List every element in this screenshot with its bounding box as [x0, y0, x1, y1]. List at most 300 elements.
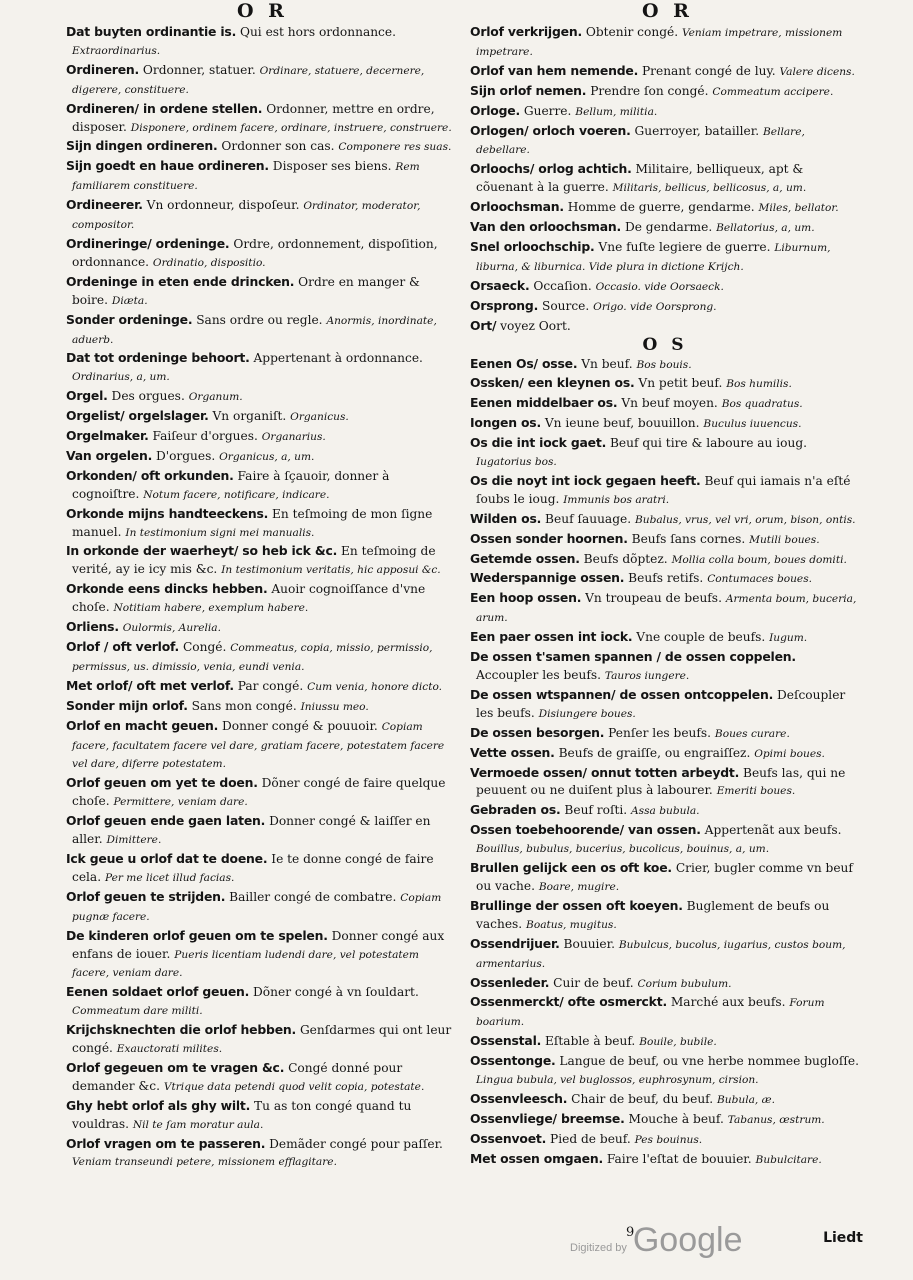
- french-gloss: Guerre.: [523, 103, 572, 118]
- latin-gloss: Lingua bubula, vel buglossos, euphrosynum, cirsion.: [476, 1074, 759, 1087]
- dictionary-entry: [470, 744, 860, 764]
- latin-gloss: Disponere, ordinem facere, ordinare, instruere, construere.: [130, 121, 452, 134]
- dictionary-entry: [470, 510, 860, 530]
- french-gloss: Ordonner, statuer.: [142, 62, 256, 77]
- dictionary-entry: [470, 82, 860, 102]
- latin-gloss: Armenta boum, buceria, arum.: [476, 593, 857, 625]
- french-gloss: Faiſeur d'orgues.: [152, 429, 258, 444]
- latin-gloss: Cum venia, honore dicto.: [307, 680, 443, 693]
- dictionary-entry: [66, 23, 456, 61]
- latin-gloss: Ordinare, statuere, decernere, digerere, constituere.: [72, 64, 425, 96]
- latin-gloss: Iugatorius bos.: [476, 456, 557, 469]
- headword: Dat buyten ordinantie is.: [66, 24, 237, 39]
- headword: Ossenvleesch.: [470, 1090, 568, 1106]
- latin-gloss: Bos humilis.: [726, 378, 792, 391]
- french-gloss: Vne couple de beufs.: [636, 630, 766, 645]
- french-gloss: Beuf qui tire & laboure au ioug.: [609, 436, 808, 451]
- latin-gloss: Disiungere boues.: [538, 707, 636, 720]
- latin-gloss: Bubula, æ.: [717, 1093, 775, 1106]
- headword: Orloochs/ orlog achtich.: [470, 161, 632, 177]
- headword: Orsaeck.: [470, 277, 530, 293]
- latin-gloss: Occasio. vide Oorsaeck.: [595, 280, 724, 293]
- french-gloss: Marché aux beufs.: [670, 995, 786, 1010]
- french-gloss: Ie te donne congé de faire cela.: [72, 851, 434, 884]
- dictionary-entry: [470, 238, 860, 277]
- latin-gloss: Boatus, mugitus.: [526, 918, 617, 931]
- french-gloss: Beufs de graiſſe, ou engraiſſez.: [558, 745, 751, 760]
- french-gloss: Sans mon congé.: [191, 698, 297, 713]
- french-gloss: Donner congé & pouuoir.: [222, 718, 378, 733]
- dictionary-entry: [66, 580, 456, 618]
- headword: Orlof verkrijgen.: [470, 24, 582, 39]
- french-gloss: Ordre, ordonnement, dispoſition, ordonnance.: [72, 236, 438, 269]
- headword: Ossenleder.: [470, 974, 550, 990]
- headword: Orlof vragen om te passeren.: [66, 1135, 266, 1151]
- dictionary-entry: [470, 374, 860, 394]
- headword: Orsprong.: [470, 297, 539, 313]
- french-gloss: Buglement de beufs ou vaches.: [476, 898, 830, 931]
- headword: Sijn goedt en haue ordineren.: [66, 158, 269, 174]
- latin-gloss: Corium bubulum.: [637, 977, 732, 990]
- latin-gloss: Contumaces boues.: [707, 573, 812, 586]
- headword: Ordineren/ in ordene stellen.: [66, 100, 263, 116]
- french-gloss: Congé donné pour demander &c.: [72, 1060, 403, 1093]
- headword: Eenen soldaet orlof geuen.: [66, 984, 250, 1000]
- french-gloss: Ordonner, mettre en ordre, disposer.: [72, 101, 435, 134]
- french-gloss: Bouuier.: [563, 936, 616, 951]
- google-logo: Google: [632, 1221, 743, 1259]
- latin-gloss: Dimittere.: [106, 834, 162, 847]
- french-gloss: Accoupler les beufs.: [476, 668, 601, 682]
- french-gloss: Occaſion.: [533, 278, 592, 293]
- dictionary-entry: [470, 628, 860, 648]
- headword: Ort/: [470, 317, 497, 333]
- headword: Vermoede ossen/ onnut totten arbeydt.: [470, 764, 740, 780]
- headword: Orlof geuen ende gaen laten.: [66, 813, 266, 829]
- french-gloss: Disposer ses biens.: [272, 159, 392, 174]
- french-gloss: Ordonner son cas.: [221, 139, 335, 154]
- dictionary-entry: [470, 530, 860, 550]
- latin-gloss: Assa bubula.: [631, 805, 700, 818]
- dictionary-entry: [470, 859, 860, 897]
- dictionary-entry: [66, 618, 456, 638]
- french-gloss: Vn ieune beuf, bouuillon.: [544, 416, 700, 431]
- headword: Orlof en macht geuen.: [66, 717, 219, 733]
- headword: Eenen Os/ osse.: [470, 355, 578, 371]
- dictionary-entry: [470, 821, 860, 859]
- headword: Vette ossen.: [470, 744, 555, 760]
- french-gloss: Deſcoupler les beufs.: [476, 687, 846, 720]
- dictionary-entry: [66, 812, 456, 850]
- headword: Orloge.: [470, 102, 520, 118]
- french-gloss: Mouche à beuf.: [628, 1111, 724, 1126]
- headword: Orlof van hem nemende.: [470, 62, 639, 78]
- dictionary-entry: [470, 102, 860, 122]
- latin-gloss: Boues curare.: [714, 727, 790, 740]
- dictionary-entry: [66, 638, 456, 677]
- headword: Ossenvoet.: [470, 1130, 547, 1146]
- french-gloss: Tu as ton congé quand tu vouldras.: [72, 1098, 412, 1131]
- french-gloss: voyez Oort.: [500, 318, 571, 333]
- dictionary-entry: [470, 355, 860, 375]
- french-gloss: Militaire, belliqueux, apt & cõuenant à la guerre.: [476, 162, 804, 195]
- dictionary-entry: [66, 850, 456, 888]
- dictionary-entry: [66, 888, 456, 927]
- dictionary-entry: [470, 122, 860, 161]
- headword: Snel orloochschip.: [470, 238, 595, 254]
- latin-gloss: Organum.: [188, 391, 243, 404]
- headword: Sonder mijn orlof.: [66, 697, 188, 713]
- latin-gloss: Oulormis, Aurelia.: [122, 622, 221, 635]
- latin-gloss: Veniam impetrare, missionem impetrare.: [476, 27, 843, 58]
- headword: Ordineerer.: [66, 197, 143, 213]
- dictionary-entry: [470, 218, 860, 238]
- dictionary-entry: [470, 1130, 860, 1150]
- french-gloss: Donner congé & laiſſer en aller.: [72, 814, 431, 847]
- latin-gloss: Immunis bos aratri.: [563, 493, 670, 506]
- dictionary-entry: [470, 686, 860, 724]
- french-gloss: Dõner congé à vn ſouldart.: [253, 985, 419, 1000]
- headword: Orliens.: [66, 619, 119, 635]
- dictionary-entry: [66, 927, 456, 984]
- headword: Gebraden os.: [470, 802, 561, 818]
- dictionary-entry: [66, 235, 456, 273]
- dictionary-entry: [470, 23, 860, 62]
- headword: Ossentonge.: [470, 1053, 556, 1069]
- latin-gloss: Forum boarium.: [476, 997, 825, 1029]
- latin-gloss: Tauros iungere.: [604, 670, 690, 682]
- dictionary-entry: [66, 1059, 456, 1097]
- french-gloss: Demãder congé pour paſſer.: [269, 1136, 443, 1151]
- dictionary-entry: [470, 935, 860, 974]
- dictionary-entry: [66, 677, 456, 697]
- dictionary-entry: [66, 774, 456, 812]
- headword: Orloochsman.: [470, 199, 564, 215]
- headword: Een hoop ossen.: [470, 590, 582, 606]
- latin-gloss: Organarius.: [261, 431, 326, 444]
- dictionary-entry: [470, 589, 860, 628]
- dictionary-entry: [470, 1150, 860, 1170]
- french-gloss: Vn beuf.: [581, 356, 633, 371]
- dictionary-entry: [66, 1097, 456, 1135]
- latin-gloss: Bubulcus, bucolus, iugarius, custos boum, armentarius.: [476, 938, 846, 970]
- headword: Ossken/ een kleynen os.: [470, 375, 635, 391]
- dictionary-entry: [470, 160, 860, 198]
- headword: Een paer ossen int iock.: [470, 629, 633, 645]
- digitized-label: Digitized by: [570, 1242, 627, 1254]
- french-gloss: Source.: [541, 298, 590, 313]
- dictionary-entry: [470, 1032, 860, 1052]
- dictionary-entry: [470, 648, 860, 686]
- headword: In orkonde der waerheyt/ so heb ick &c.: [66, 543, 338, 559]
- latin-gloss: Pes bouinus.: [634, 1133, 703, 1146]
- latin-gloss: Copiam pugnæ facere.: [72, 891, 442, 923]
- headword: Orkonde mijns handteeckens.: [66, 505, 269, 521]
- latin-gloss: Liburnum, liburna, & liburnica. Vide plura in dictione Krijch.: [476, 241, 831, 273]
- latin-gloss: Notum facere, notificare, indicare.: [143, 488, 330, 501]
- french-gloss: Ordre en manger & boire.: [72, 274, 420, 307]
- dictionary-entry: [470, 394, 860, 414]
- dictionary-entry: [470, 198, 860, 218]
- headword: Orgelist/ orgelslager.: [66, 408, 209, 424]
- french-gloss: Genſdarmes qui ont leur congé.: [72, 1023, 452, 1056]
- french-gloss: Donner congé aux enfans de iouer.: [72, 928, 445, 961]
- dictionary-entry: [470, 550, 860, 570]
- french-gloss: Beufs dõptez.: [583, 551, 668, 566]
- headword: De ossen t'samen spannen / de ossen coppelen.: [470, 649, 796, 665]
- french-gloss: Eſtable à beuf.: [545, 1034, 636, 1049]
- dictionary-entry: [66, 447, 456, 467]
- latin-gloss: Bellatorius, a, um.: [716, 222, 815, 235]
- latin-gloss: Boare, mugire.: [538, 880, 620, 893]
- headword: Orkonde eens dincks hebben.: [66, 581, 268, 597]
- dictionary-entry: [470, 724, 860, 744]
- dictionary-entry: [66, 717, 456, 775]
- french-gloss: Beuf ſauuage.: [545, 511, 632, 526]
- french-gloss: Obtenir congé.: [585, 25, 679, 39]
- latin-gloss: Per me licet illud facias.: [104, 871, 235, 884]
- french-gloss: Beuf qui iamais n'a eſté ſoubs le ioug.: [476, 473, 851, 506]
- dictionary-entry: [66, 697, 456, 717]
- latin-gloss: Bellum, militia.: [575, 105, 658, 118]
- latin-gloss: Diæta.: [111, 294, 148, 307]
- latin-gloss: Componere res suas.: [338, 141, 452, 154]
- headword: Brullen gelijck een os oft koe.: [470, 860, 672, 876]
- french-gloss: Beufs retifs.: [628, 571, 704, 586]
- dictionary-entry: [66, 407, 456, 427]
- dictionary-entry: [470, 62, 860, 82]
- dictionary-entry: [470, 897, 860, 935]
- french-gloss: Beufs las, qui ne peuuent ou ne duiſent plus à labourer.: [476, 765, 846, 798]
- latin-gloss: Tabanus, œstrum.: [727, 1113, 825, 1126]
- french-gloss: Auoir cognoiſſance d'vne choſe.: [72, 582, 426, 615]
- catchword: Liedt: [823, 1230, 863, 1246]
- french-gloss: Vne fuſte legiere de guerre.: [598, 239, 771, 254]
- headword: Van orgelen.: [66, 447, 153, 463]
- latin-gloss: Organicus, a, um.: [219, 450, 315, 463]
- dictionary-entry: [66, 983, 456, 1021]
- french-gloss: Appertenant à ordonnance.: [253, 351, 423, 366]
- headword: Os die int iock gaet.: [470, 435, 607, 451]
- headword: Orgel.: [66, 388, 108, 404]
- french-gloss: Penſer les beufs.: [608, 725, 712, 740]
- headword: Brullinge der ossen oft koeyen.: [470, 897, 683, 913]
- headword: Met ossen omgaen.: [470, 1150, 603, 1166]
- latin-gloss: Ordinarius, a, um.: [72, 371, 170, 384]
- french-gloss: Pied de beuf.: [550, 1131, 631, 1146]
- french-gloss: Vn petit beuf.: [638, 376, 723, 391]
- french-gloss: Sans ordre ou regle.: [196, 312, 323, 327]
- dictionary-entry: [66, 427, 456, 447]
- french-gloss: Chair de beuf, du beuf.: [571, 1091, 714, 1106]
- latin-gloss: Iugum.: [769, 632, 808, 645]
- dictionary-entry: [66, 1135, 456, 1173]
- french-gloss: Congé.: [182, 640, 227, 654]
- french-gloss: Bailler congé de combatre.: [229, 889, 397, 904]
- latin-gloss: Emeriti boues.: [716, 785, 796, 798]
- dictionary-entry: [66, 467, 456, 505]
- latin-gloss: Opimi boues.: [754, 747, 825, 760]
- headword: Ick geue u orlof dat te doene.: [66, 850, 268, 866]
- google-watermark: [570, 1221, 743, 1260]
- french-gloss: Faire l'eſtat de bouuier.: [606, 1151, 752, 1166]
- headword: Sijn orlof nemen.: [470, 82, 587, 98]
- french-gloss: Beuf roſti.: [564, 803, 628, 818]
- headword: Krijchsknechten die orlof hebben.: [66, 1022, 297, 1038]
- headword: Dat tot ordeninge behoort.: [66, 350, 250, 366]
- french-gloss: Prenant congé de luy.: [641, 63, 776, 78]
- latin-gloss: Bouillus, bubulus, bucerius, bucolicus, bouinus, a, um.: [476, 843, 770, 856]
- french-gloss: D'orgues.: [155, 448, 216, 463]
- dictionary-entry: [470, 317, 860, 336]
- latin-gloss: Exauctorati milites.: [116, 1043, 223, 1056]
- latin-gloss: Veniam transeundi petere, missionem efflagitare.: [72, 1156, 337, 1169]
- french-gloss: Langue de beuf, ou vne herbe nommee bugloſſe.: [559, 1054, 859, 1069]
- french-gloss: Vn beuf moyen.: [621, 396, 718, 411]
- latin-gloss: Ordinator, moderator, compositor.: [72, 200, 421, 232]
- left-column: [66, 23, 456, 1172]
- right-column: [470, 23, 860, 1170]
- section-heading: O S: [642, 334, 688, 355]
- latin-gloss: Bouile, bubile.: [639, 1036, 717, 1049]
- latin-gloss: Nil te ſam moratur aula.: [132, 1118, 264, 1131]
- dictionary-entry: [470, 764, 860, 802]
- headword: Ossenvliege/ breemse.: [470, 1110, 625, 1126]
- headword: Ossen sonder hoornen.: [470, 530, 628, 546]
- latin-gloss: Extraordinarius.: [72, 44, 161, 57]
- headword: Van den orloochsman.: [470, 219, 622, 235]
- right-running-head: O R: [642, 0, 693, 22]
- french-gloss: Appertenãt aux beufs.: [704, 823, 842, 838]
- french-gloss: Prendre ſon congé.: [590, 83, 709, 98]
- dictionary-entry: [470, 414, 860, 434]
- headword: Getemde ossen.: [470, 550, 580, 566]
- dictionary-entry: [66, 542, 456, 580]
- dictionary-entry: [66, 100, 456, 138]
- latin-gloss: Buculus iuuencus.: [703, 418, 802, 431]
- latin-gloss: Pueris licentiam ludendi dare, vel potestatem facere, veniam dare.: [72, 948, 419, 980]
- french-gloss: Par congé.: [237, 678, 304, 693]
- latin-gloss: Iniussu meo.: [300, 700, 369, 713]
- french-gloss: Guerroyer, batailler.: [634, 123, 760, 138]
- dictionary-entry: [66, 505, 456, 543]
- dictionary-entry: [470, 974, 860, 994]
- latin-gloss: Bos quadratus.: [721, 398, 803, 411]
- french-gloss: Des orgues.: [111, 389, 185, 404]
- dictionary-entry: [66, 157, 456, 196]
- headword: Iongen os.: [470, 415, 541, 431]
- latin-gloss: Militaris, bellicus, bellicosus, a, um.: [612, 182, 807, 195]
- headword: Orlof geuen te strijden.: [66, 888, 226, 904]
- latin-gloss: Bubulcitare.: [755, 1153, 822, 1166]
- left-running-head: O R: [237, 0, 288, 22]
- latin-gloss: Commeatum dare militi.: [72, 1005, 203, 1018]
- headword: Met orlof/ oft met verlof.: [66, 677, 234, 693]
- french-gloss: Qui est hors ordonnance.: [239, 25, 396, 39]
- headword: Ghy hebt orlof als ghy wilt.: [66, 1097, 251, 1113]
- french-gloss: Vn troupeau de beufs.: [585, 591, 722, 606]
- latin-gloss: Commeatus, copia, missio, permissio, permissus, us. dimissio, venia, eundi venia.: [72, 642, 433, 673]
- french-gloss: Faire à ſçauoir, donner à cognoiſtre.: [72, 468, 390, 501]
- headword: Wederspannige ossen.: [470, 570, 625, 586]
- latin-gloss: Anormis, inordinate, aduerb.: [72, 314, 437, 346]
- latin-gloss: Rem familiarem constituere.: [72, 161, 420, 193]
- dictionary-entry: [66, 1021, 456, 1059]
- latin-gloss: Bubalus, vrus, vel vri, orum, bison, ontis.: [634, 513, 856, 526]
- dictionary-entry: [470, 993, 860, 1032]
- french-gloss: Cuir de beuf.: [553, 975, 634, 990]
- latin-gloss: Mutili boues.: [749, 533, 820, 546]
- latin-gloss: Commeatum accipere.: [712, 85, 834, 98]
- latin-gloss: Miles, bellator.: [758, 202, 839, 215]
- headword: De kinderen orlof geuen om te spelen.: [66, 927, 328, 943]
- page-number: 9: [626, 1225, 635, 1240]
- dictionary-entry: [66, 137, 456, 157]
- dictionary-entry: [470, 472, 860, 510]
- headword: Wilden os.: [470, 510, 542, 526]
- headword: Ossenstal.: [470, 1033, 542, 1049]
- headword: Orlof / oft verlof.: [66, 639, 180, 654]
- headword: Orlof gegeuen om te vragen &c.: [66, 1059, 285, 1075]
- dictionary-entry: [66, 273, 456, 311]
- french-gloss: Dõner congé de faire quelque choſe.: [72, 776, 446, 809]
- headword: Sonder ordeninge.: [66, 311, 193, 327]
- latin-gloss: Organicus.: [290, 411, 349, 424]
- dictionary-entry: [66, 349, 456, 387]
- dictionary-entry: [470, 1090, 860, 1110]
- latin-gloss: Vtrique data petendi quod velit copia, potestate.: [163, 1080, 425, 1093]
- headword: Orlof geuen om yet te doen.: [66, 775, 258, 791]
- french-gloss: Homme de guerre, gendarme.: [567, 200, 755, 215]
- dictionary-entry: [470, 1110, 860, 1130]
- latin-gloss: In testimonium signi mei manualis.: [125, 526, 315, 539]
- headword: Orlogen/ orloch voeren.: [470, 122, 631, 138]
- dictionary-entry: [470, 434, 860, 472]
- latin-gloss: Origo. vide Oorsprong.: [593, 300, 717, 313]
- dictionary-entry: [66, 387, 456, 407]
- french-gloss: Beufs ſans cornes.: [631, 531, 746, 546]
- headword: De ossen wtspannen/ de ossen ontcoppelen.: [470, 686, 774, 702]
- french-gloss: Vn ordonneur, dispoſeur.: [146, 198, 300, 213]
- latin-gloss: Notitiam habere, exemplum habere.: [113, 602, 309, 615]
- headword: Ossenmerckt/ ofte osmerckt.: [470, 994, 667, 1010]
- french-gloss: En teſmoing de mon ſigne manuel.: [72, 506, 433, 539]
- latin-gloss: Mollia colla boum, boues domiti.: [671, 553, 847, 566]
- headword: De ossen besorgen.: [470, 724, 605, 740]
- headword: Ordineringe/ ordeninge.: [66, 235, 230, 251]
- headword: Ossen toebehoorende/ van ossen.: [470, 822, 701, 838]
- latin-gloss: Ordinatio, dispositio.: [152, 256, 266, 269]
- headword: Eenen middelbaer os.: [470, 395, 618, 411]
- dictionary-entry: [66, 61, 456, 100]
- dictionary-entry: [470, 569, 860, 589]
- latin-gloss: Permittere, veniam dare.: [113, 796, 248, 809]
- headword: Orkonden/ oft orkunden.: [66, 467, 234, 483]
- latin-gloss: Valere dicens.: [779, 65, 855, 78]
- headword: Ordeninge in eten ende drincken.: [66, 273, 295, 289]
- dictionary-entry: [66, 311, 456, 350]
- headword: Ossendrijuer.: [470, 935, 560, 951]
- french-gloss: En teſmoing de verité, ay ie icy mis &c.: [72, 544, 436, 577]
- headword: Ordineren.: [66, 61, 140, 77]
- french-gloss: Vn organiſt.: [212, 409, 287, 424]
- dictionary-entry: [470, 277, 860, 297]
- latin-gloss: Bellare, debellare.: [476, 125, 805, 157]
- dictionary-entry: [66, 196, 456, 235]
- french-gloss: Crier, bugler comme vn beuf ou vache.: [476, 861, 853, 893]
- dictionary-entry: [470, 801, 860, 821]
- dictionary-entry: [470, 297, 860, 317]
